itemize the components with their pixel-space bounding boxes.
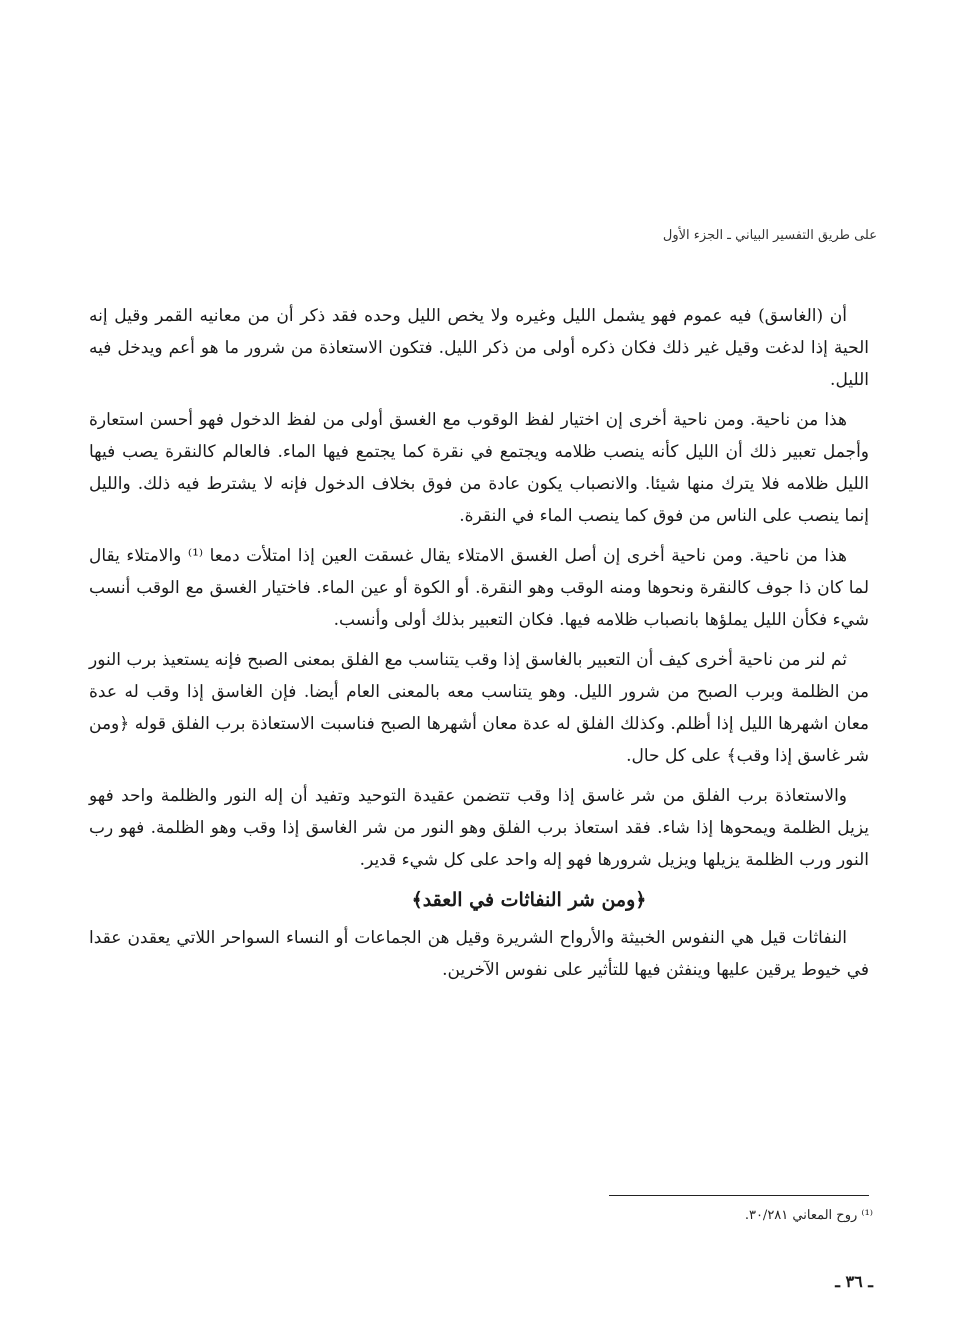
paragraph-3: هذا من ناحية. ومن ناحية أخرى إن أصل الغسق الامتلاء يقال غسقت العين إذا امتلأت دمعا ⁽¹⁾ والامتلاء يقال لما كان ذا جوف كالنقرة ونحوها ومنه الوقب وهو النقرة. أو الكوة أو عين الماء. فاختيار الغسق مع الوقب أنسب شيء فكأن الليل يملؤها بانصباب ظلامه فيها. فكان التعبير بذلك أولى وأنسب. (89, 546, 869, 630)
paragraph-2: هذا من ناحية. ومن ناحية أخرى إن اختيار لفظ الوقوب مع الغسق أولى من لفظ الدخول فهو أحسن استعارة وأجمل تعبير ذلك أن الليل كأنه ينصب ظلامه ويجتمع في نقرة كما يجتمع فيها الماء. فالعالم كالنقرة يصب فيها الليل ظلامه فلا يترك منها شيئا. والانصباب يكون عادة من فوق بخلاف الدخول فإنه لا يشترط فيه ذلك. والليل إنما ينصب على الناس من فوق كما ينصب الماء في النقرة. (89, 410, 869, 526)
section-heading: ﴿ومن شر النفاثات في العقد﴾ (411, 889, 647, 911)
paragraph-4: ثم لنر من ناحية أخرى كيف أن التعبير بالغاسق إذا وقب يتناسب مع الفلق بمعنى الصبح فإنه يستعيذ برب النور من الظلمة وبرب الصبح من شرور الليل. وهو يتناسب معه بالمعنى العام أيضا. فإن الغاسق إذا وقب له عدة معان اشهرها الليل إذا أظلم. وكذلك الفلق له عدة معان أشهرها الصبح فناسبت الاستعاذة برب الفلق قوله ﴿ومن شر غاسق إذا وقب﴾ على كل حال. (89, 650, 869, 766)
footnote-divider (609, 1195, 869, 1196)
page-number: ـ ٣٦ ـ (835, 1272, 873, 1291)
footnote: ⁽¹⁾ روح المعاني ٣٠/٢٨١. (744, 1208, 873, 1223)
paragraph-6: النفاثات قيل هي النفوس الخبيثة والأرواح الشريرة وقيل هن الجماعات أو النساء السواحر اللاتي يعقدن عقدا في خيوط يرقين عليها وينفثن فيها للتأثير على نفوس الآخرين. (89, 928, 869, 980)
body-text (89, 300, 869, 994)
paragraph-1: أن (الغاسق) فيه عموم فهو يشمل الليل وغيره ولا يخص الليل وحده فقد ذكر أن من معانيه القمر وقيل إنه الحية إذا لدغت وقيل غير ذلك فكان ذكره أولى من ذكر الليل. فتكون الاستعاذة من شرور ما هو أعم ويدخل فيه الليل. (89, 306, 869, 390)
running-header: على طريق التفسير البياني ـ الجزء الأول (662, 228, 877, 243)
paragraph-5: والاستعاذة برب الفلق من شر غاسق إذا وقب تتضمن عقيدة التوحيد وتفيد أن إله النور والظلمة واحد فهو يزيل الظلمة ويمحوها إذا شاء. فقد استعاذ برب الفلق وهو النور من شر الغاسق إذا وقب وهو الظلمة. فهو رب النور ورب الظلمة يزيلها ويزيل شرورها فهو إله واحد على كل شيء قدير. (89, 786, 869, 870)
